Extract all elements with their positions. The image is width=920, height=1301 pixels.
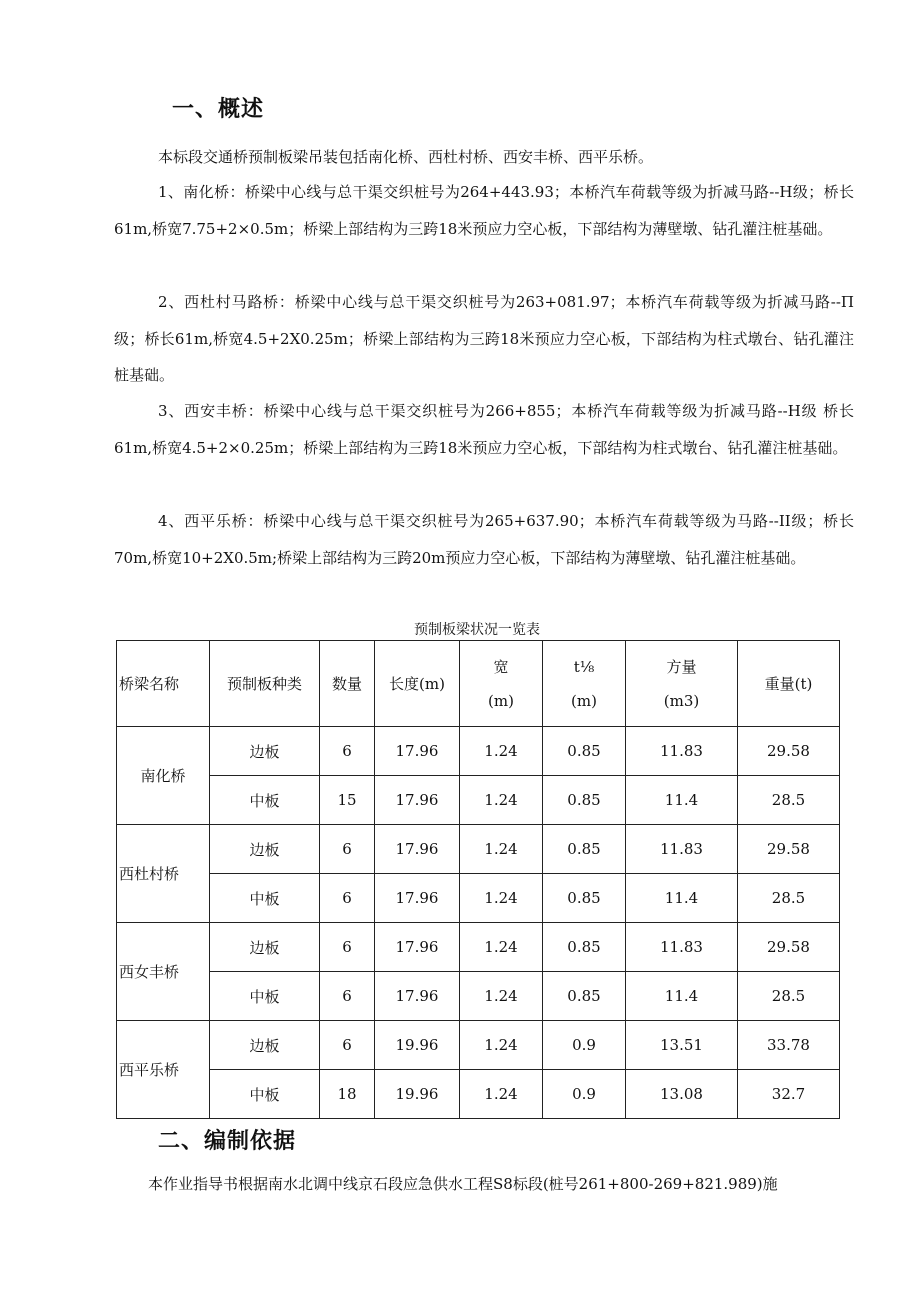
- bridge-paragraph-1-text: 1、南化桥：桥梁中心线与总干渠交织桩号为264+443.93；本桥汽车荷载等级为折减马路--H级；桥长61m,桥宽7.75+2×0.5m；桥梁上部结构为三跨18米预应力空心板，下部结构为薄壁墩、钻孔灌注桩基础。: [114, 183, 854, 238]
- thickness-cell: 0.9: [543, 1070, 626, 1119]
- header-weight: 重量(t): [738, 641, 840, 727]
- header-width-unit: (m): [488, 691, 514, 710]
- length-cell: 17.96: [375, 923, 460, 972]
- type-cell: 边板: [210, 923, 320, 972]
- length-cell: 17.96: [375, 727, 460, 776]
- bridge-paragraph-3: [114, 393, 854, 466]
- table-caption: 预制板梁状况一览表: [414, 622, 540, 638]
- thickness-cell: 0.9: [543, 1021, 626, 1070]
- count-cell: 6: [320, 1021, 375, 1070]
- type-cell: 中板: [210, 874, 320, 923]
- thickness-cell: 0.85: [543, 923, 626, 972]
- count-cell: 15: [320, 776, 375, 825]
- header-thickness-unit: (m): [571, 691, 597, 710]
- bridge-paragraph-3-text: 3、西安丰桥：桥梁中心线与总干渠交织桩号为266+855；本桥汽车荷载等级为折减马路--H级 桥长61m,桥宽4.5+2×0.25m；桥梁上部结构为三跨18米预应力空心板，下部结构为柱式墩台、钻孔灌注桩基础。: [114, 402, 854, 457]
- thickness-cell: 0.85: [543, 825, 626, 874]
- count-cell: 6: [320, 972, 375, 1021]
- width-cell: 1.24: [460, 727, 543, 776]
- width-cell: 1.24: [460, 1070, 543, 1119]
- volume-cell: 11.83: [626, 923, 738, 972]
- table-header-row: [117, 641, 840, 727]
- section-heading-overview: 一、概述: [172, 97, 265, 122]
- basis-text: 本作业指导书根据南水北调中线京石段应急供水工程S8标段(桩号261+800-269+821.989)施: [148, 1175, 778, 1193]
- type-cell: 中板: [210, 1070, 320, 1119]
- table-row: [117, 923, 840, 972]
- weight-cell: 28.5: [738, 874, 840, 923]
- weight-cell: 33.78: [738, 1021, 840, 1070]
- header-thickness-label: t⅛: [573, 657, 595, 676]
- table-row: [117, 1021, 840, 1070]
- weight-cell: 28.5: [738, 776, 840, 825]
- type-cell: 边板: [210, 825, 320, 874]
- bridge-name-cell: 西女丰桥: [117, 923, 210, 1021]
- thickness-cell: 0.85: [543, 776, 626, 825]
- table-row: [117, 874, 840, 923]
- table-row: [117, 727, 840, 776]
- type-cell: 中板: [210, 776, 320, 825]
- count-cell: 6: [320, 825, 375, 874]
- length-cell: 17.96: [375, 825, 460, 874]
- thickness-cell: 0.85: [543, 972, 626, 1021]
- weight-cell: 29.58: [738, 825, 840, 874]
- bridge-name-cell: 西杜村桥: [117, 825, 210, 923]
- weight-cell: 28.5: [738, 972, 840, 1021]
- width-cell: 1.24: [460, 874, 543, 923]
- type-cell: 边板: [210, 727, 320, 776]
- volume-cell: 11.4: [626, 874, 738, 923]
- volume-cell: 11.83: [626, 727, 738, 776]
- bridge-paragraph-2-text: 2、西杜村马路桥：桥梁中心线与总干渠交织桩号为263+081.97；本桥汽车荷载等级为折减马路--Π级；桥长61m,桥宽4.5+2X0.25m；桥梁上部结构为三跨18米预应力空心板，下部结构为柱式墩台、钻孔灌注桩基础。: [114, 293, 854, 384]
- intro-paragraph: [114, 139, 854, 176]
- section-heading-basis: 二、编制依据: [158, 1129, 297, 1154]
- header-thickness: [543, 641, 626, 727]
- bridge-paragraph-4-text: 4、西平乐桥：桥梁中心线与总干渠交织桩号为265+637.90；本桥汽车荷载等级为马路--II级；桥长70m,桥宽10+2X0.5m;桥梁上部结构为三跨20m预应力空心板，下部结构为薄壁墩、钻孔灌注桩基础。: [114, 512, 854, 567]
- header-volume: [626, 641, 738, 727]
- table-row: [117, 825, 840, 874]
- count-cell: 18: [320, 1070, 375, 1119]
- header-count: 数量: [320, 641, 375, 727]
- bridge-paragraph-1: [114, 174, 854, 247]
- header-bridge-name: 桥梁名称: [117, 641, 210, 727]
- volume-cell: 13.08: [626, 1070, 738, 1119]
- bridge-name-cell: 南化桥: [117, 727, 210, 825]
- count-cell: 6: [320, 874, 375, 923]
- volume-cell: 11.4: [626, 776, 738, 825]
- table-row: [117, 776, 840, 825]
- type-cell: 中板: [210, 972, 320, 1021]
- length-cell: 17.96: [375, 776, 460, 825]
- width-cell: 1.24: [460, 776, 543, 825]
- width-cell: 1.24: [460, 972, 543, 1021]
- count-cell: 6: [320, 727, 375, 776]
- header-length: 长度(m): [375, 641, 460, 727]
- width-cell: 1.24: [460, 825, 543, 874]
- width-cell: 1.24: [460, 923, 543, 972]
- length-cell: 19.96: [375, 1021, 460, 1070]
- weight-cell: 29.58: [738, 923, 840, 972]
- count-cell: 6: [320, 923, 375, 972]
- bridge-paragraph-2: [114, 284, 854, 394]
- weight-cell: 32.7: [738, 1070, 840, 1119]
- length-cell: 17.96: [375, 874, 460, 923]
- length-cell: 17.96: [375, 972, 460, 1021]
- header-board-type: 预制板种类: [210, 641, 320, 727]
- header-volume-label: 方量: [666, 657, 697, 676]
- length-cell: 19.96: [375, 1070, 460, 1119]
- thickness-cell: 0.85: [543, 874, 626, 923]
- header-volume-unit: (m3): [663, 691, 700, 710]
- header-width: [460, 641, 543, 727]
- volume-cell: 13.51: [626, 1021, 738, 1070]
- bridge-name-cell: 西平乐桥: [117, 1021, 210, 1119]
- weight-cell: 29.58: [738, 727, 840, 776]
- header-width-label: 宽: [493, 657, 509, 676]
- type-cell: 边板: [210, 1021, 320, 1070]
- volume-cell: 11.83: [626, 825, 738, 874]
- width-cell: 1.24: [460, 1021, 543, 1070]
- basis-paragraph: [114, 1166, 854, 1203]
- precast-board-table: [116, 640, 840, 1119]
- thickness-cell: 0.85: [543, 727, 626, 776]
- bridge-paragraph-4: [114, 503, 854, 576]
- intro-text: 本标段交通桥预制板梁吊装包括南化桥、西杜村桥、西安丰桥、西平乐桥。: [158, 148, 654, 166]
- table-row: [117, 1070, 840, 1119]
- table-row: [117, 972, 840, 1021]
- volume-cell: 11.4: [626, 972, 738, 1021]
